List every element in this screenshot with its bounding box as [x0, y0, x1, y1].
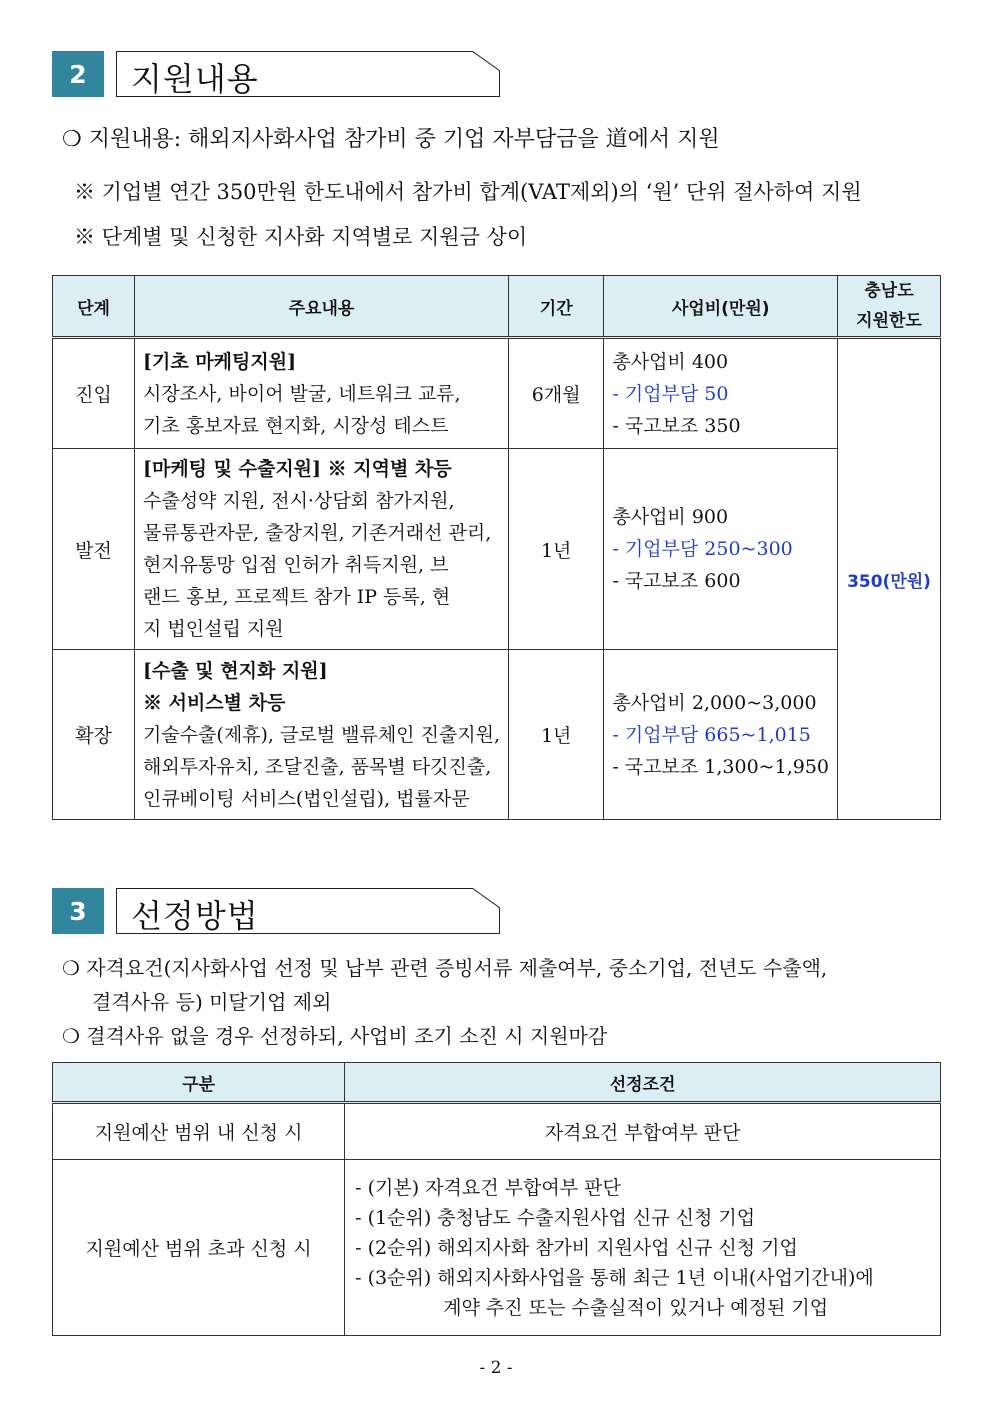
cost-company: - 기업부담 665~1,015: [612, 723, 811, 746]
page-number: - 2 -: [479, 1358, 513, 1378]
section-number: 3: [52, 888, 104, 934]
stage-cell: 진입: [53, 338, 135, 449]
limit-cell: 350(만원): [838, 338, 941, 820]
content-line: 시장조사, 바이어 발굴, 네트워크 교류,: [142, 382, 461, 405]
condition-cell: 자격요건 부합여부 판단: [345, 1103, 941, 1160]
cost-total: 총사업비 900: [612, 506, 729, 528]
content-line: 기초 홍보자료 현지화, 시장성 테스트: [142, 414, 449, 437]
content-line: [마케팅 및 수출지원] ※ 지역별 차등: [142, 458, 452, 480]
section-title: 선정방법: [131, 897, 259, 935]
content-line: 지 법인설립 지원: [142, 618, 284, 640]
cost-total: 총사업비 2,000~3,000: [612, 691, 817, 714]
folded-corner-icon: [472, 888, 500, 908]
content-cell: [134, 449, 508, 650]
cost-cell: [604, 338, 838, 449]
table-header-row: [53, 276, 941, 338]
folded-corner-icon: [472, 51, 500, 71]
section-title: 지원내용: [131, 60, 259, 98]
category-cell: 지원예산 범위 내 신청 시: [53, 1103, 345, 1160]
content-line: [기초 마케팅지원]: [142, 350, 297, 373]
cost-cell: [604, 449, 838, 650]
cost-national: - 국고보조 1,300~1,950: [612, 755, 829, 778]
table-row: [53, 1103, 941, 1160]
header-condition: 선정조건: [345, 1063, 941, 1103]
section-number: 2: [52, 51, 104, 97]
condition-line: 계약 추진 또는 수출실적이 있거나 예정된 기업: [443, 1296, 829, 1319]
note-limit: ※ 기업별 연간 350만원 한도내에서 참가비 합계(VAT제외)의 ‘원’ 단위 절사하여 지원: [74, 180, 862, 204]
content-line: 랜드 홍보, 프로젝트 참가 IP 등록, 현: [142, 586, 451, 608]
cost-national: - 국고보조 350: [612, 414, 741, 437]
content-line: 인큐베이팅 서비스(법인설립), 법률자문: [142, 787, 470, 810]
stage-cell: 확장: [53, 650, 135, 820]
condition-cell: [345, 1160, 941, 1336]
content-line: ※ 서비스별 차등: [142, 691, 286, 714]
content-line: [수출 및 현지화 지원]: [142, 659, 328, 682]
section-title-box: [116, 888, 500, 934]
cost-company: - 기업부담 250~300: [612, 538, 793, 560]
content-cell: [134, 338, 508, 449]
selection-bullet-2: ❍ 결격사유 없을 경우 선정하되, 사업비 조기 소진 시 지원마감: [62, 1024, 608, 1048]
support-table: [52, 275, 941, 820]
cost-cell: [604, 650, 838, 820]
content-line: 물류통관자문, 출장지원, 기존거래선 관리,: [142, 522, 492, 544]
header-limit-line2: 지원한도: [856, 311, 922, 331]
period-cell: 1년: [509, 650, 604, 820]
content-line: 수출성약 지원, 전시·상담회 참가지원,: [142, 490, 455, 512]
table-row: [53, 449, 941, 650]
condition-line: - (3순위) 해외지사화사업을 통해 최근 1년 이내(사업기간내)에: [355, 1266, 874, 1289]
period-cell: 1년: [509, 449, 604, 650]
condition-line: - (기본) 자격요건 부합여부 판단: [355, 1176, 621, 1199]
header-content: 주요내용: [134, 276, 508, 338]
header-cost: 사업비(만원): [604, 276, 838, 338]
selection-bullet-1-cont: 결격사유 등) 미달기업 제외: [92, 990, 332, 1014]
header-category: 구분: [53, 1063, 345, 1103]
condition-line: - (1순위) 충청남도 수출지원사업 신규 신청 기업: [355, 1206, 756, 1229]
content-line: 기술수출(제휴), 글로벌 밸류체인 진출지원,: [142, 723, 501, 746]
period-cell: 6개월: [509, 338, 604, 449]
table-header-row: [53, 1063, 941, 1103]
support-bullet: ❍ 지원내용: 해외지사화사업 참가비 중 기업 자부담금을 道에서 지원: [62, 127, 720, 152]
content-cell: [134, 650, 508, 820]
selection-table: [52, 1062, 941, 1336]
header-period: 기간: [509, 276, 604, 338]
cost-national: - 국고보조 600: [612, 570, 741, 592]
section-title-box: [116, 51, 500, 97]
header-limit: [838, 276, 941, 338]
cost-total: 총사업비 400: [612, 350, 729, 373]
cost-company: - 기업부담 50: [612, 382, 729, 405]
table-row: [53, 1160, 941, 1336]
content-line: 해외투자유치, 조달진출, 품목별 타깃진출,: [142, 755, 492, 778]
table-row: [53, 338, 941, 449]
condition-line: - (2순위) 해외지사화 참가비 지원사업 신규 신청 기업: [355, 1236, 798, 1259]
category-cell: 지원예산 범위 초과 신청 시: [53, 1160, 345, 1336]
table-row: [53, 650, 941, 820]
header-limit-line1: 충남도: [864, 281, 914, 301]
content-line: 현지유통망 입점 인허가 취득지원, 브: [142, 554, 449, 576]
selection-bullet-1: ❍ 자격요건(지사화사업 선정 및 납부 관련 증빙서류 제출여부, 중소기업, 전년도 수출액,: [62, 956, 828, 980]
stage-cell: 발전: [53, 449, 135, 650]
note-difference: ※ 단계별 및 신청한 지사화 지역별로 지원금 상이: [74, 225, 528, 249]
header-stage: 단계: [53, 276, 135, 338]
